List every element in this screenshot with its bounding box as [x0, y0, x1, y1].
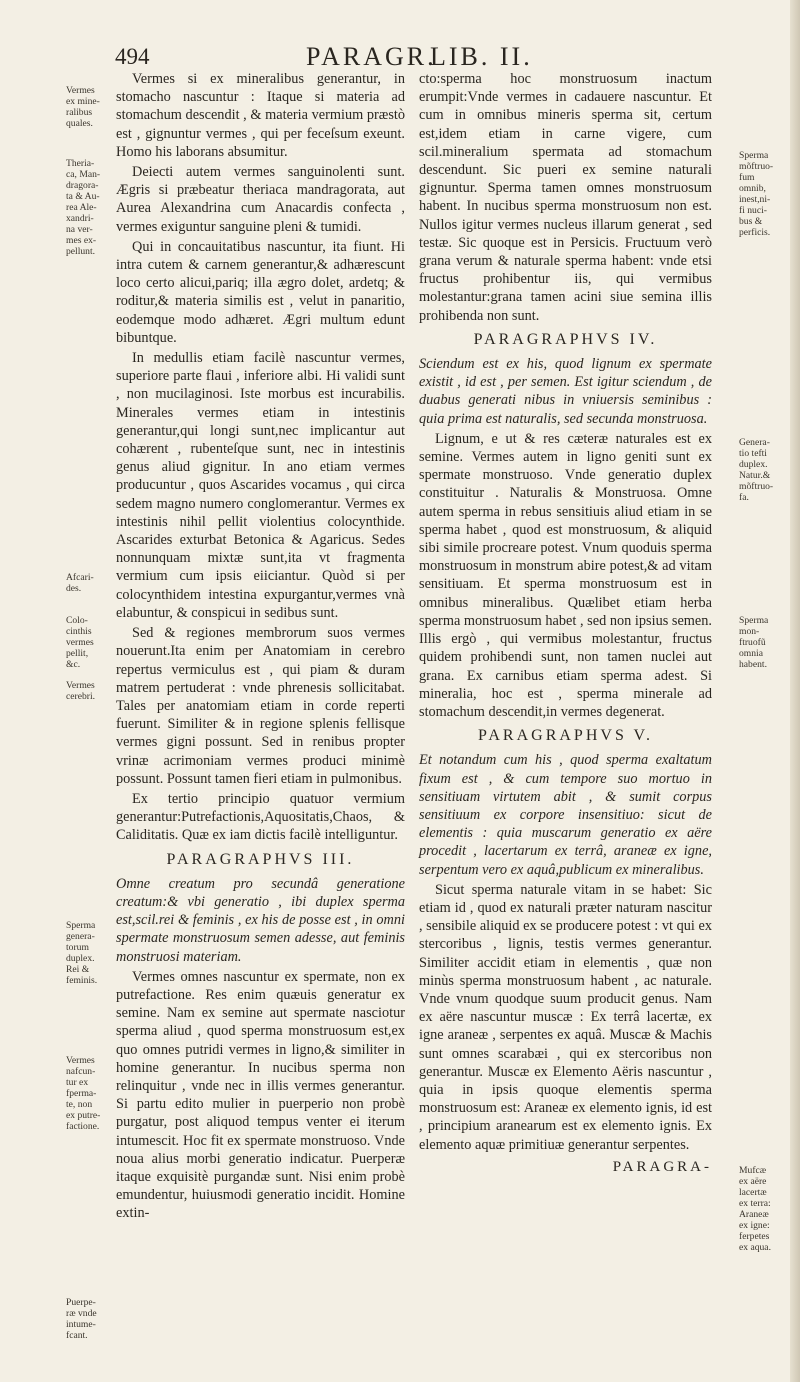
page-header — [0, 42, 800, 72]
paragraph: Vermes si ex mineralibus generantur, in stomacho nascuntur : Itaque si materia ad stomachum descendit , & materia vermium præstò est , gignuntur vermes , qui per feceſsum exeunt. Homo his laborans absumitur. — [116, 71, 405, 160]
margin-note: Theria- ca, Man- dragora- ta & Au- rea Ale- xandri- na ver- mes ex- pellunt. — [66, 158, 101, 257]
page-number: 494 — [115, 44, 150, 69]
paragraph: Sed & regiones membrorum suos vermes nouerunt.Ita enim per Anatomiam in cerebro repertus vermiculus est , qui piam & duram matrem pertuderat : vnde phrenesis sollicitabat. Tales per anatomiam etiam in corde reperti fuerunt. Similiter & in regione splenis fellisque vermes gigni possunt. Sed in renibus propter vrinæ acrimoniam vermes produci minimè possunt. Possunt tamen fieri etiam in pulmonibus. — [116, 625, 405, 787]
italic-thesis: Et notandum cum his , quod sperma exaltatum fixum est , & cum tempore suo mortuo in sensitiuam virtutem abit , & sumit corpus sensitiuum ex corpore insensitiuo: sicut de elementis : quia muscarum generatio ex aëre procedit , lacertarum ex terrâ, araneæ ex igne, serpentum vero ex aquâ,publicum ex mineralibus. — [419, 752, 712, 878]
margin-note: Vermes ex mine- ralibus quales. — [66, 85, 100, 129]
catchword: PARAGRA- — [612, 1158, 712, 1175]
margin-note: Sperma mõftruo- fum omnib, inest,ni- fi nuci- bus & perficis. — [739, 150, 774, 238]
paragraph: cto:sperma hoc monstruosum inactum erumpit:Vnde vermes in cadauere nascuntur. Et cum in omnibus mineris sperma sit, certum est,idem etiam in carne vigere, cum scil.mineralium spermata ad stomachum descendunt. Sic pueri ex semine naturali gignuntur. Sperma tamen omnes monstruosum habent. In nucibus sperma monstruosum non est. Nullos igitur vermes nucleus illarum generat , sed testæ. Sic quoque est in Persicis. Fructuum verò grana verum & naturale sperma habent: vnde etsi fructus prohibentur iis, qui vermibus molestantur:grana tamen acini siue semina illis prohibenda non sunt. — [419, 71, 712, 324]
margin-note: Vermes nafcun- tur ex fperma- te, non ex putre- factione. — [66, 1055, 101, 1132]
section-heading: PARAGRAPHVS V. — [477, 727, 654, 745]
left-text-column — [116, 70, 405, 1225]
right-text-column — [419, 70, 712, 1176]
running-head-right: LIB. II. — [430, 42, 533, 71]
margin-note: Afcari- des. — [66, 572, 94, 594]
running-head-left: PARAGR. — [306, 42, 437, 71]
margin-note: Colo- cinthis vermes pellit, &c. — [66, 615, 94, 670]
margin-note: Sperma genera- torum duplex. Rei & feminis. — [66, 920, 98, 986]
paragraph: In medullis etiam facilè nascuntur vermes, superiore parte flaui , inferiore albi. Hi validi sunt , non mucilaginosi. Iste morbus est incurabilis. Minerales vermes etiam in intestinis generantur,qui longi sunt,nec implicantur aut cohærent , rubenteſque sunt, nec in intestinis genus aliud gignitur. In ano etiam vermes producuntur , quos Ascarides vocamus , qui circa sedem magno numero conglomerantur. Vermes ex intestinis nihil pellit violentius colocynthide. Ascarides exturbat Betonica & Agaricus. Sedes nonnunquam mixtæ sunt,ita vt fragmenta vermium cum ipsis eiiciantur. Quòd si per colocynthidem intestina expurgantur,vermes vnà elabuntur, & conspicui in sedibus sunt. — [116, 350, 405, 621]
section-heading: PARAGRAPHVS III. — [166, 850, 355, 868]
margin-note: Genera- tio tefti duplex. Natur.& mõftruo- fa. — [739, 437, 774, 503]
paragraph: Deiecti autem vermes sanguinolenti sunt. Ægris si præbeatur theriaca mandragorata, aut Aurea Alexandrina cum Anacardis confecta , vermes exiguntur sanguine pleni & tumidi. — [116, 164, 405, 235]
page-edge — [790, 0, 800, 1382]
italic-thesis: Sciendum est ex his, quod lignum ex spermate existit , id est , per semen. Est igitur sciendum , de duabus generati nibus in vniuersis seminibus : quia prima est naturalis, sed secunda monstruosa. — [419, 356, 712, 427]
margin-note: Mufcæ ex aëre lacertæ ex terra: Araneæ ex igne: ferpetes ex aqua. — [739, 1165, 771, 1253]
italic-thesis: Omne creatum pro secundâ generatione creatum:& vbi generatio , ibi duplex sperma est,scil.rei & feminis , ex his de posse est , in omni spermate monstruosum semen adesse, aut feminis monstruosi materiam. — [116, 875, 405, 965]
paragraph: Qui in concauitatibus nascuntur, ita fiunt. Hi intra cutem & carnem generantur,& adhærescunt loco certo alicui,pariq; illa ægro dolet, ardetq; & roditur,& materia similis est , velut in panaritio, eodemque modo adhæret. Ægri multum edunt bibuntque. — [116, 238, 405, 346]
paragraph: Lignum, e ut & res cæteræ naturales est ex semine. Vermes autem in ligno geniti sunt ex spermate monstruoso. Vnde generatio duplex constituitur . Naturalis & Monstruosa. Omne autem sperma in rebus sensitiuis aliud etiam in se sperma habet , quod est monstruosum, & aliquid sibi simile procreare potest. Vnum quoduis sperma monstruosum in monstrum abire potest,& ad vitam sensitiuam. Et sperma monstruosum est in omnibus mineralibus. Quælibet etiam herba sperma monstruosum habet , sed non ipsius semen. Illis ergò , qui vermibus molestantur, fructus quidem prohibendi sunt, non tamen nuclei aut grana. Ex carnibus etiam sperma adest. Si mineralia, hoc est , sperma minerale ad stomachum descendit,in vermes degenerat. — [419, 430, 712, 720]
paragraph: Sicut sperma naturale vitam in se habet: Sic etiam id , quod ex naturali præter naturam nascitur , sensibile aliquid ex se producere potest : vt qui ex stercoribus , lignis, testis vermes generantur. Similiter accidit etiam in elementis , quæ non minùs sperma monstruosum habent , ac naturale. Vnde vnum quodque suum producit genus. Nam ex aëre nascuntur muscæ : Ex terrâ lacertæ, ex igne araneæ , serpentes ex aquâ. Muscæ & Machis sunt omnes scarabæi , qui ex stercoribus non generantur. Muscæ ex Elemento Aëris nascuntur , quia in ipsis quoque elementis sperma monstruosum est: Araneæ ex elemento ignis, id est , principium aranearum est ex elemento ignis. Ex elemento aquæ primitiuæ generantur serpentes. — [419, 881, 712, 1153]
margin-note: Puerpe- ræ vnde intume- fcant. — [66, 1297, 97, 1341]
margin-note: Sperma mon- ftruofũ omnia habent. — [739, 615, 769, 670]
margin-note: Vermes cerebri. — [66, 680, 96, 702]
paragraph: Vermes omnes nascuntur ex spermate, non ex putrefactione. Res enim quæuis generatur ex semine. Nam ex semine aut spermate nasciotur sperma aliud , quod sperma monstruosum est,ex quo omnes putridi vermes in ligno,& similiter in homine generantur. In nucibus sperma non relinquitur , vnde nec in illis vermes generantur. Si partu edito mulier in puerperio non probè purgatur, post aliquod tempus venter ei iterum intumescit. Hoc fit ex spermate monstruoso. Vnde noua alius morbi generatio indicatur. Puerperæ itaque exquisitè purgandæ sunt. Nisi enim probè emundentur, huiusmodi generatio incidit. Homine extin- — [116, 968, 405, 1222]
paragraph: Ex tertio principio quatuor vermium generantur:Putrefactionis,Aquositatis,Chaos, & Caliditatis. Quæ ex iam dictis facilè intelliguntur. — [116, 790, 405, 844]
section-heading: PARAGRAPHVS IV. — [473, 330, 658, 348]
